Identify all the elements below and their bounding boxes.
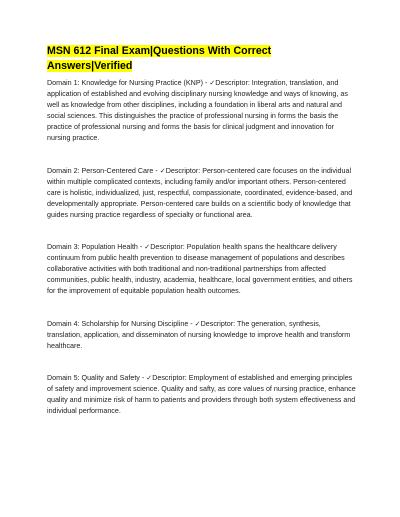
domain-4-paragraph: Domain 4: Scholarship for Nursing Discipline - ✓Descriptor: The generation, synthesis, translation, application, and disseminaton of nursing knowledge to improve health and transform healthcare. [47, 319, 351, 350]
title-line-1: MSN 612 Final Exam|Questions With Correct [47, 45, 272, 57]
title-line-2: Answers|Verified [47, 60, 133, 72]
document-page [47, 44, 357, 438]
domain-1-paragraph: Domain 1: Knowledge for Nursing Practice (KNP) - ✓Descriptor: Integration, translation, and application of established and evolving disciplinary nursing knowledge and ways of knowing, as well as knowledge from other disciplines, including a foundation in liberal arts and natural and social sciences. This distinguishes the practice of professional nursing in forms the basis the practice of professional nursing and forms the basis for clinical judgment and innovation for nursing practice. [47, 79, 348, 143]
document-title [47, 44, 357, 74]
domain-5-paragraph: Domain 5: Quality and Safety - ✓Descriptor: Employment of established and emerging principles of safety and improvement science. Quality and safty, as core values of nursing practice, enhance quality and minimize risk of harm to patients and providers through both system effectiveness and individual performance. [47, 373, 356, 416]
domain-3-paragraph: Domain 3: Population Health - ✓Descriptor: Population health spans the healthcare delivery continuum from public health prevention to disease management of populations and describes collaborative activities with both traditional and non-traditional partnerships from affected communities, public health, industry, academia, healthcare, local government entities, and others for the improvement of equitable population health outcomes. [47, 243, 353, 296]
domain-2-paragraph: Domain 2: Person-Centered Care - ✓Descriptor: Person-centered care focuses on the individual within multiple complicated contexts, including family and/or important others. Person-centered care is holistic, individualized, just, respectful, compassionate, coordinated, evidence-based, and developmentally appropriate. Person-centered care builds on a scientific body of knowledge that guides nursing practice regardless of specialty or functional area. [47, 166, 353, 219]
